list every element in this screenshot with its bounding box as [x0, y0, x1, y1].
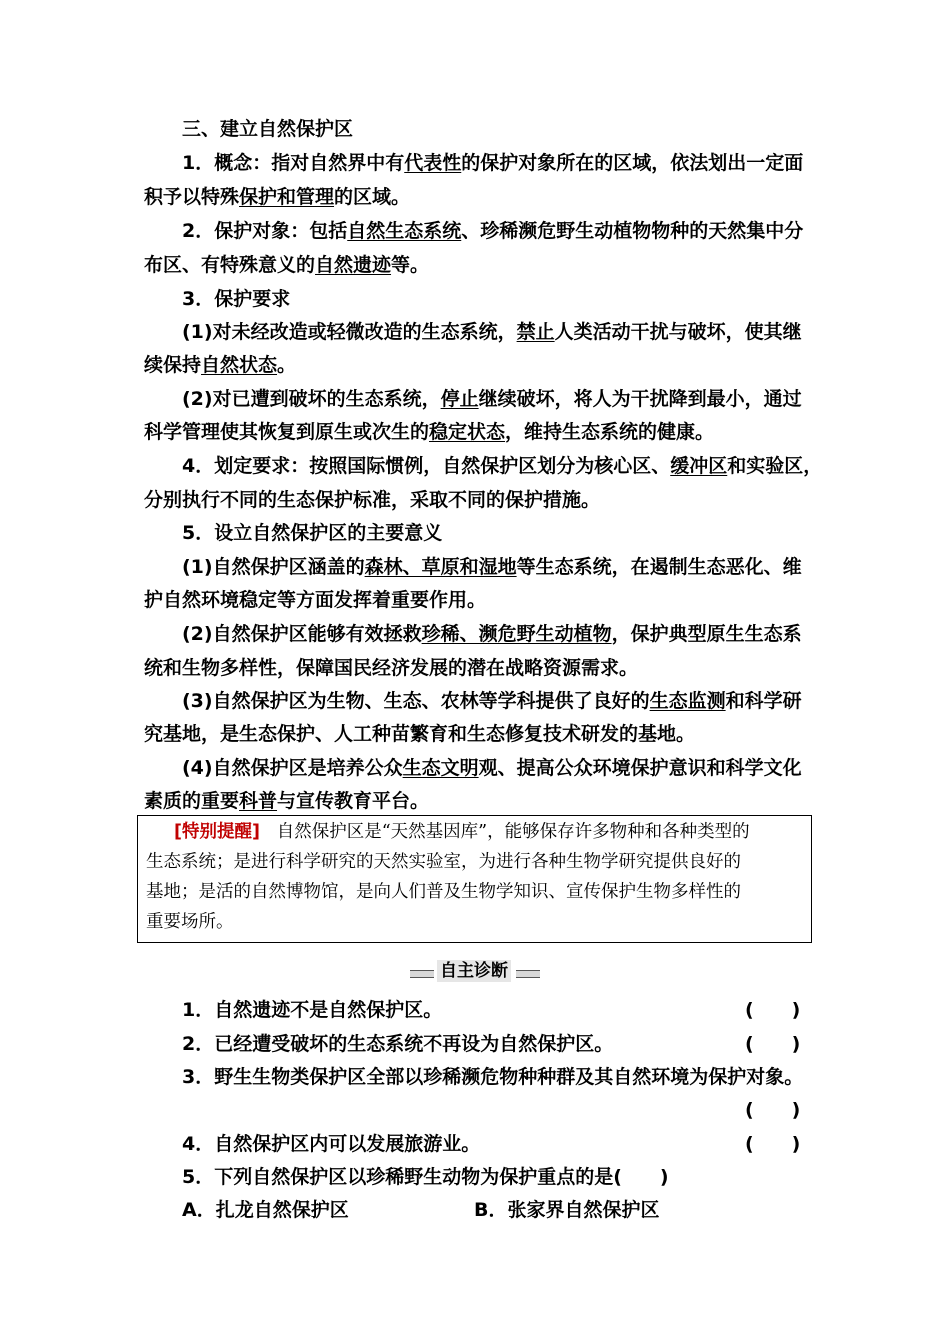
requirement-1-line-2	[144, 352, 296, 378]
underlined-answer: 禁止	[516, 321, 555, 343]
title-bar-left	[410, 970, 434, 978]
text: (2)自然保护区能够有效拯救	[182, 623, 422, 645]
question-1: 1．自然遗迹不是自然保护区。	[182, 999, 443, 1021]
special-reminder-box	[137, 815, 812, 943]
text: (2)对已遭到破坏的生态系统，	[182, 388, 441, 410]
tip-line-4: 重要场所。	[146, 912, 234, 932]
underlined-answer: 停止	[440, 388, 479, 410]
requirement-2-line-1	[182, 386, 802, 412]
tip-line-3: 基地；是活的自然博物馆，是向人们普及生物学知识、宣传保护生物多样性的	[146, 882, 741, 902]
underlined-answer: 缓冲区	[670, 455, 728, 477]
question-4: 4．自然保护区内可以发展旅游业。	[182, 1133, 481, 1155]
text: (1)对未经改造或轻微改造的生态系统，	[182, 321, 517, 343]
text: 继续破坏，将人为干扰降到最小，通过	[478, 388, 802, 410]
text: 4．划定要求：按照国际惯例，自然保护区划分为核心区、	[182, 455, 671, 477]
underlined-answer: 自然状态	[201, 354, 278, 376]
self-diagnosis-title	[410, 960, 540, 982]
concept-line-2	[144, 184, 410, 210]
text: 和科学研	[725, 690, 802, 712]
objects-line-1	[182, 218, 803, 244]
text: 等。	[391, 254, 430, 276]
underlined-answer: 稳定状态	[429, 421, 506, 443]
underlined-answer: 科普	[239, 790, 278, 812]
underlined-answer: 珍稀、濒危野生动植物	[421, 623, 612, 645]
underlined-answer: 生态文明	[402, 757, 479, 779]
tip-line-1	[174, 820, 750, 844]
text: ，维持生态系统的健康。	[505, 421, 715, 443]
text: 观、提高公众环境保护意识和科学文化	[478, 757, 802, 779]
underlined-answer: 自然生态系统	[347, 220, 462, 242]
text: (1)自然保护区涵盖的	[182, 556, 365, 578]
text: 科学管理使其恢复到原生或次生的	[144, 421, 430, 443]
answer-blank-4[interactable]: ( )	[745, 1133, 801, 1155]
section-heading: 三、建立自然保护区	[182, 118, 354, 140]
answer-blank-1[interactable]: ( )	[745, 999, 801, 1021]
zoning-line-2: 分别执行不同的生态保护标准，采取不同的保护措施。	[144, 489, 601, 511]
text: 积予以特殊	[144, 186, 240, 208]
answer-blank-2[interactable]: ( )	[745, 1033, 801, 1055]
question-2: 2．已经遭受破坏的生态系统不再设为自然保护区。	[182, 1033, 614, 1055]
underlined-answer: 代表性	[404, 152, 462, 174]
significance-1-line-1	[182, 554, 802, 580]
text: 1．概念：指对自然界中有	[182, 152, 405, 174]
question-5: 5．下列自然保护区以珍稀野生动物为保护重点的是( )	[182, 1166, 669, 1188]
significance-4-line-1	[182, 755, 802, 781]
underlined-answer: 森林、草原和湿地	[364, 556, 517, 578]
requirement-1-line-1	[182, 319, 802, 345]
significance-1-line-2: 护自然环境稳定等方面发挥着重要作用。	[144, 589, 487, 611]
text: 的保护对象所在的区域，依法划出一定面	[461, 152, 804, 174]
significance-3-line-1	[182, 688, 802, 714]
question-3: 3．野生生物类保护区全部以珍稀濒危物种种群及其自然环境为保护对象。	[182, 1066, 804, 1088]
significance-2-line-2: 统和生物多样性，保障国民经济发展的潜在战略资源需求。	[144, 657, 639, 679]
significance-3-line-2: 究基地，是生态保护、人工种苗繁育和生态修复技术研发的基地。	[144, 723, 696, 745]
tip-label: [特别提醒]	[174, 822, 260, 842]
text: 续保持	[144, 354, 202, 376]
text: 的区域。	[334, 186, 411, 208]
text: 素质的重要	[144, 790, 240, 812]
underlined-answer: 生态监测	[649, 690, 726, 712]
objects-line-2	[144, 252, 429, 278]
text: 与宣传教育平台。	[277, 790, 430, 812]
text: (4)自然保护区是培养公众	[182, 757, 403, 779]
requirements-heading: 3．保护要求	[182, 288, 291, 310]
text: (3)自然保护区为生物、生态、农林等学科提供了良好的	[182, 690, 650, 712]
significance-4-line-2	[144, 788, 429, 814]
text: 自然保护区是“天然基因库”，能够保存许多物种和各种类型的	[276, 822, 750, 842]
significance-2-line-1	[182, 621, 802, 647]
text: 和实验区，	[727, 455, 823, 477]
tip-line-2: 生态系统；是进行科学研究的天然实验室，为进行各种生物学研究提供良好的	[146, 852, 741, 872]
requirement-2-line-2	[144, 419, 714, 445]
title-bar-right	[516, 970, 540, 978]
zoning-line-1	[182, 453, 822, 479]
answer-blank-3[interactable]: ( )	[745, 1099, 801, 1121]
text: 、珍稀濒危野生动植物物种的天然集中分	[461, 220, 804, 242]
text: 布区、有特殊意义的	[144, 254, 316, 276]
concept-line-1	[182, 150, 803, 176]
text: 等生态系统，在遏制生态恶化、维	[516, 556, 802, 578]
underlined-answer: 自然遗迹	[315, 254, 392, 276]
text: 2．保护对象：包括	[182, 220, 348, 242]
significance-heading: 5．设立自然保护区的主要意义	[182, 522, 443, 544]
underlined-answer: 保护和管理	[239, 186, 335, 208]
text: ，保护典型原生生态系	[611, 623, 802, 645]
title-text: 自主诊断	[437, 960, 511, 982]
option-b[interactable]: B．张家界自然保护区	[474, 1199, 660, 1221]
text: 人类活动干扰与破坏，使其继	[554, 321, 802, 343]
option-a[interactable]: A．扎龙自然保护区	[182, 1199, 349, 1221]
text: 。	[277, 354, 297, 376]
